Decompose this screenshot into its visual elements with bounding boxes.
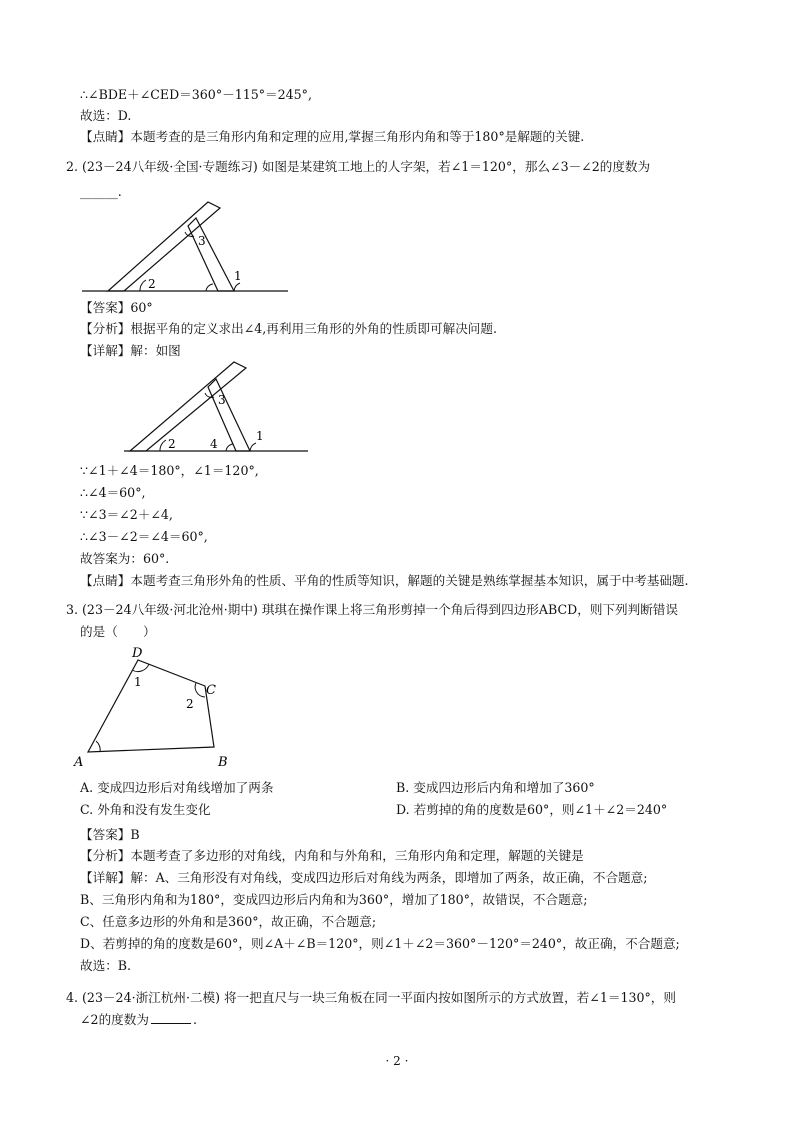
q2-detail: 【详解】解：如图 [80, 343, 181, 358]
q4-stem-line1: 4. (23－24·浙江杭州·二模) 将一把直尺与一块三角板在同一平面内按如图所示的方式放置，若∠1＝130°，则 [66, 990, 676, 1005]
q3-label-d: D [132, 646, 143, 661]
q3-option-c: C. 外角和没有发生变化 [80, 802, 211, 817]
q2-figure-2 [124, 358, 310, 458]
q3-angle-2-label: 2 [186, 697, 194, 711]
q3-stem-line2: 的是（ ） [80, 624, 156, 639]
q3-quadrilateral-figure [72, 642, 242, 770]
q3-option-d: D. 若剪掉的角的度数是60°，则∠1＋∠2＝240° [396, 802, 668, 817]
q3-detail-2: B、三角形内角和为180°，变成四边形后内角和为360°，增加了180°，故错误，不合题意; [80, 892, 588, 907]
q3-detail-1: 【详解】解：A、三角形没有对角线，变成四边形后对角线为两条，即增加了两条，故正确，不合题意; [80, 870, 648, 885]
q2-fig2-label-1: 1 [256, 429, 264, 443]
prev-line-1: ∴∠BDE＋∠CED＝360°－115°＝245°, [80, 87, 312, 102]
prev-line-2: 故选：D. [80, 108, 132, 123]
q3-label-c: C [206, 683, 216, 698]
q3-detail-3: C、任意多边形的外角和是360°，故正确，不合题意; [80, 914, 377, 929]
q3-answer: 【答案】B [80, 827, 140, 842]
q3-option-a: A. 变成四边形后对角线增加了两条 [80, 780, 274, 795]
q2-fig2-label-4: 4 [210, 437, 218, 451]
q3-label-a: A [74, 755, 84, 770]
q3-option-b: B. 变成四边形后内角和增加了360° [396, 780, 595, 795]
q2-figure-1 [82, 198, 292, 298]
q2-answer: 【答案】60° [80, 300, 153, 315]
q2-fig1-label-2: 2 [148, 277, 156, 291]
q2-stem-line1: 2. (23－24八年级·全国·专题练习) 如图是某建筑工地上的人字架，若∠1＝120°，那么∠3－∠2的度数为 [66, 159, 651, 174]
q3-label-b: B [218, 755, 228, 770]
q4-stem-line2 [80, 1011, 197, 1029]
q2-fig1-label-1: 1 [234, 269, 242, 283]
q2-fig2-label-2: 2 [168, 437, 176, 451]
answer-blank [151, 1011, 191, 1024]
q4-stem-period: . [192, 1012, 197, 1027]
q2-stem-line2: ______. [80, 184, 122, 199]
q3-detail-5: 故选：B. [80, 958, 132, 973]
prev-comment: 【点睛】本题考查的是三角形内角和定理的应用,掌握三角形内角和等于180°是解题的关键. [80, 129, 585, 144]
page-number: · 2 · [385, 1054, 409, 1068]
q2-step-4: ∴∠3－∠2＝∠4＝60°, [80, 529, 208, 544]
q2-fig1-label-3: 3 [198, 234, 206, 248]
q2-step-5: 故答案为：60°. [80, 551, 170, 566]
q2-analysis: 【分析】根据平角的定义求出∠4,再利用三角形的外角的性质即可解决问题. [80, 321, 497, 336]
q2-fig2-label-3: 3 [218, 393, 226, 407]
q2-comment: 【点睛】本题考查三角形外角的性质、平角的性质等知识，解题的关键是熟练掌握基本知识，属于中考基础题. [80, 573, 689, 588]
q3-detail-4: D、若剪掉的角的度数是60°，则∠A＋∠B＝120°，则∠1＋∠2＝360°－120°＝240°，故正确，不合题意; [80, 936, 680, 951]
q3-angle-1-label: 1 [134, 675, 142, 689]
q2-step-1: ∵∠1＋∠4＝180°，∠1＝120°, [80, 463, 259, 478]
q3-analysis: 【分析】本题考查了多边形的对角线，内角和与外角和，三角形内角和定理，解题的关键是 [80, 848, 584, 863]
q3-stem-line1: 3. (23－24八年级·河北沧州·期中) 琪琪在操作课上将三角形剪掉一个角后得到四边形ABCD，则下列判断错误 [66, 602, 678, 617]
q2-step-2: ∴∠4＝60°, [80, 485, 146, 500]
q2-step-3: ∵∠3＝∠2＋∠4, [80, 507, 173, 522]
q4-stem-text: ∠2的度数为 [80, 1012, 149, 1027]
